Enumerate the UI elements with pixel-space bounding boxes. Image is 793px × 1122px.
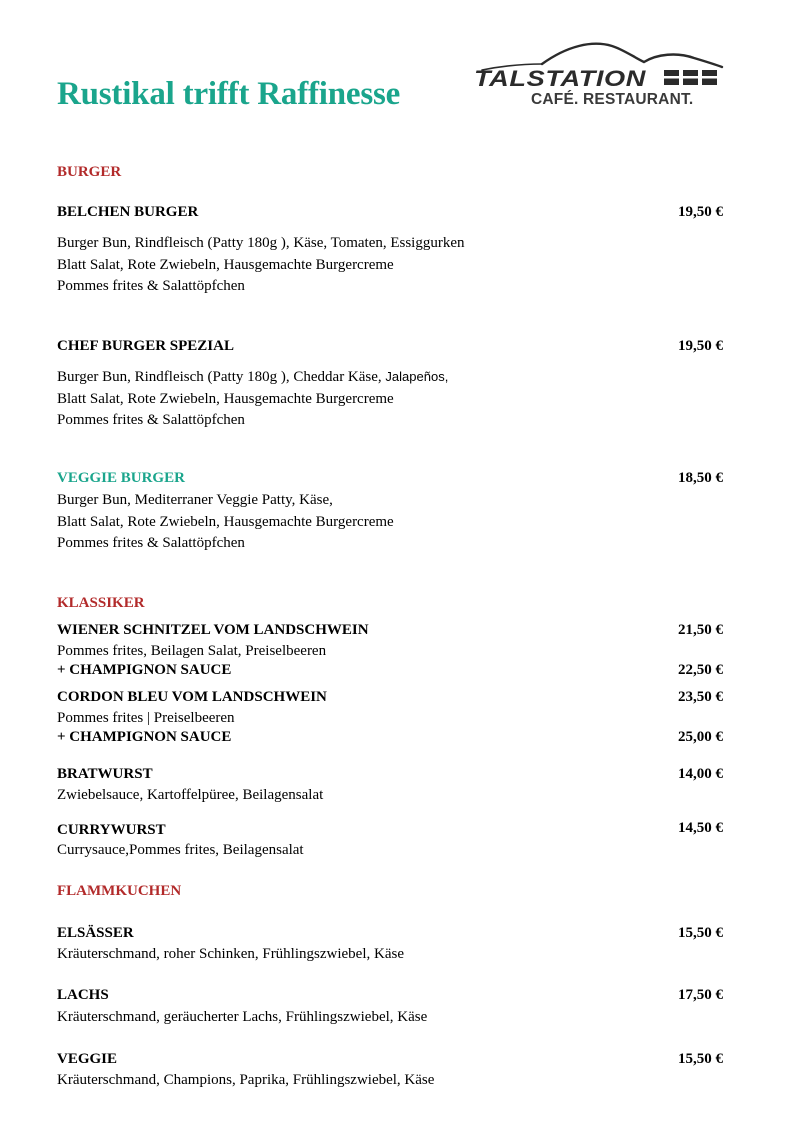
- description-line: Blatt Salat, Rote Zwiebeln, Hausgemachte Burgercreme: [57, 256, 394, 273]
- item-description-currywurst: Currysauce,Pommes frites, Beilagensalat: [57, 842, 304, 858]
- item-price-elsaesser: 15,50 €: [678, 925, 723, 941]
- item-name-cordon-bleu: CORDON BLEU VOM LANDSCHWEIN: [57, 689, 327, 705]
- item-description-veggie-flammkuchen: Kräuterschmand, Champions, Paprika, Frühlingszwiebel, Käse: [57, 1072, 435, 1088]
- description-line: Pommes frites & Salattöpfchen: [57, 535, 245, 552]
- item-name-elsaesser: ELSÄSSER: [57, 925, 134, 941]
- description-line: Pommes frites & Salattöpfchen: [57, 278, 245, 295]
- item-name-bratwurst: BRATWURST: [57, 766, 153, 782]
- item-description-wiener-schnitzel: Pommes frites, Beilagen Salat, Preiselbeeren: [57, 643, 327, 659]
- item-name-veggie-burger: VEGGIE BURGER: [57, 470, 185, 486]
- description-line: Burger Bun, Mediterraner Veggie Patty, Käse,: [57, 492, 333, 508]
- jalapenos-text: Jalapeños,: [385, 369, 449, 384]
- item-description-elsaesser: Kräuterschmand, roher Schinken, Frühlingszwiebel, Käse: [57, 946, 404, 962]
- item-description-veggie-burger: [57, 490, 394, 555]
- item-name-chef-burger: CHEF BURGER SPEZIAL: [57, 338, 234, 354]
- item-name-currywurst: CURRYWURST: [57, 822, 166, 838]
- item-price-currywurst: 14,50 €: [678, 820, 723, 836]
- description-line: [57, 366, 448, 389]
- section-heading-burger: BURGER: [57, 164, 122, 180]
- item-price-cordon-bleu: 23,50 €: [678, 689, 723, 705]
- item-name-belchen-burger: BELCHEN BURGER: [57, 204, 199, 220]
- description-line: Pommes frites & Salattöpfchen: [57, 412, 245, 429]
- item-description-belchen-burger: [57, 233, 465, 298]
- item-extra-champignon-sauce: + CHAMPIGNON SAUCE: [57, 662, 232, 678]
- item-name-wiener-schnitzel: WIENER SCHNITZEL VOM LANDSCHWEIN: [57, 622, 369, 638]
- item-price-wiener-schnitzel: 21,50 €: [678, 622, 723, 638]
- item-price-veggie-flammkuchen: 15,50 €: [678, 1051, 723, 1067]
- page-title: Rustikal trifft Raffinesse: [57, 76, 401, 112]
- section-heading-klassiker: KLASSIKER: [57, 595, 145, 611]
- item-extra-price: 22,50 €: [678, 662, 723, 678]
- item-extra-champignon-sauce: + CHAMPIGNON SAUCE: [57, 729, 232, 745]
- item-description-bratwurst: Zwiebelsauce, Kartoffelpüree, Beilagensalat: [57, 787, 324, 803]
- description-text: Burger Bun, Rindfleisch (Patty 180g ), Cheddar Käse,: [57, 369, 382, 385]
- item-description-chef-burger: [57, 366, 448, 432]
- item-price-lachs: 17,50 €: [678, 987, 723, 1003]
- section-heading-flammkuchen: FLAMMKUCHEN: [57, 883, 182, 899]
- logo-subtitle: CAFÉ. RESTAURANT.: [531, 91, 694, 108]
- item-description-cordon-bleu: Pommes frites | Preiselbeeren: [57, 710, 235, 726]
- item-price-chef-burger: 19,50 €: [678, 338, 723, 354]
- item-name-lachs: LACHS: [57, 987, 109, 1003]
- description-line: Blatt Salat, Rote Zwiebeln, Hausgemachte Burgercreme: [57, 513, 394, 530]
- item-description-lachs: Kräuterschmand, geräucherter Lachs, Frühlingszwiebel, Käse: [57, 1009, 428, 1025]
- item-name-veggie-flammkuchen: VEGGIE: [57, 1051, 118, 1067]
- item-extra-price: 25,00 €: [678, 729, 723, 745]
- item-price-bratwurst: 14,00 €: [678, 766, 723, 782]
- item-price-belchen-burger: 19,50 €: [678, 204, 723, 220]
- description-line: Blatt Salat, Rote Zwiebeln, Hausgemachte Burgercreme: [57, 390, 394, 407]
- svg-text:TALSTATION: TALSTATION: [474, 66, 647, 91]
- description-line: Burger Bun, Rindfleisch (Patty 180g ), Käse, Tomaten, Essiggurken: [57, 235, 465, 251]
- item-price-veggie-burger: 18,50 €: [678, 470, 723, 486]
